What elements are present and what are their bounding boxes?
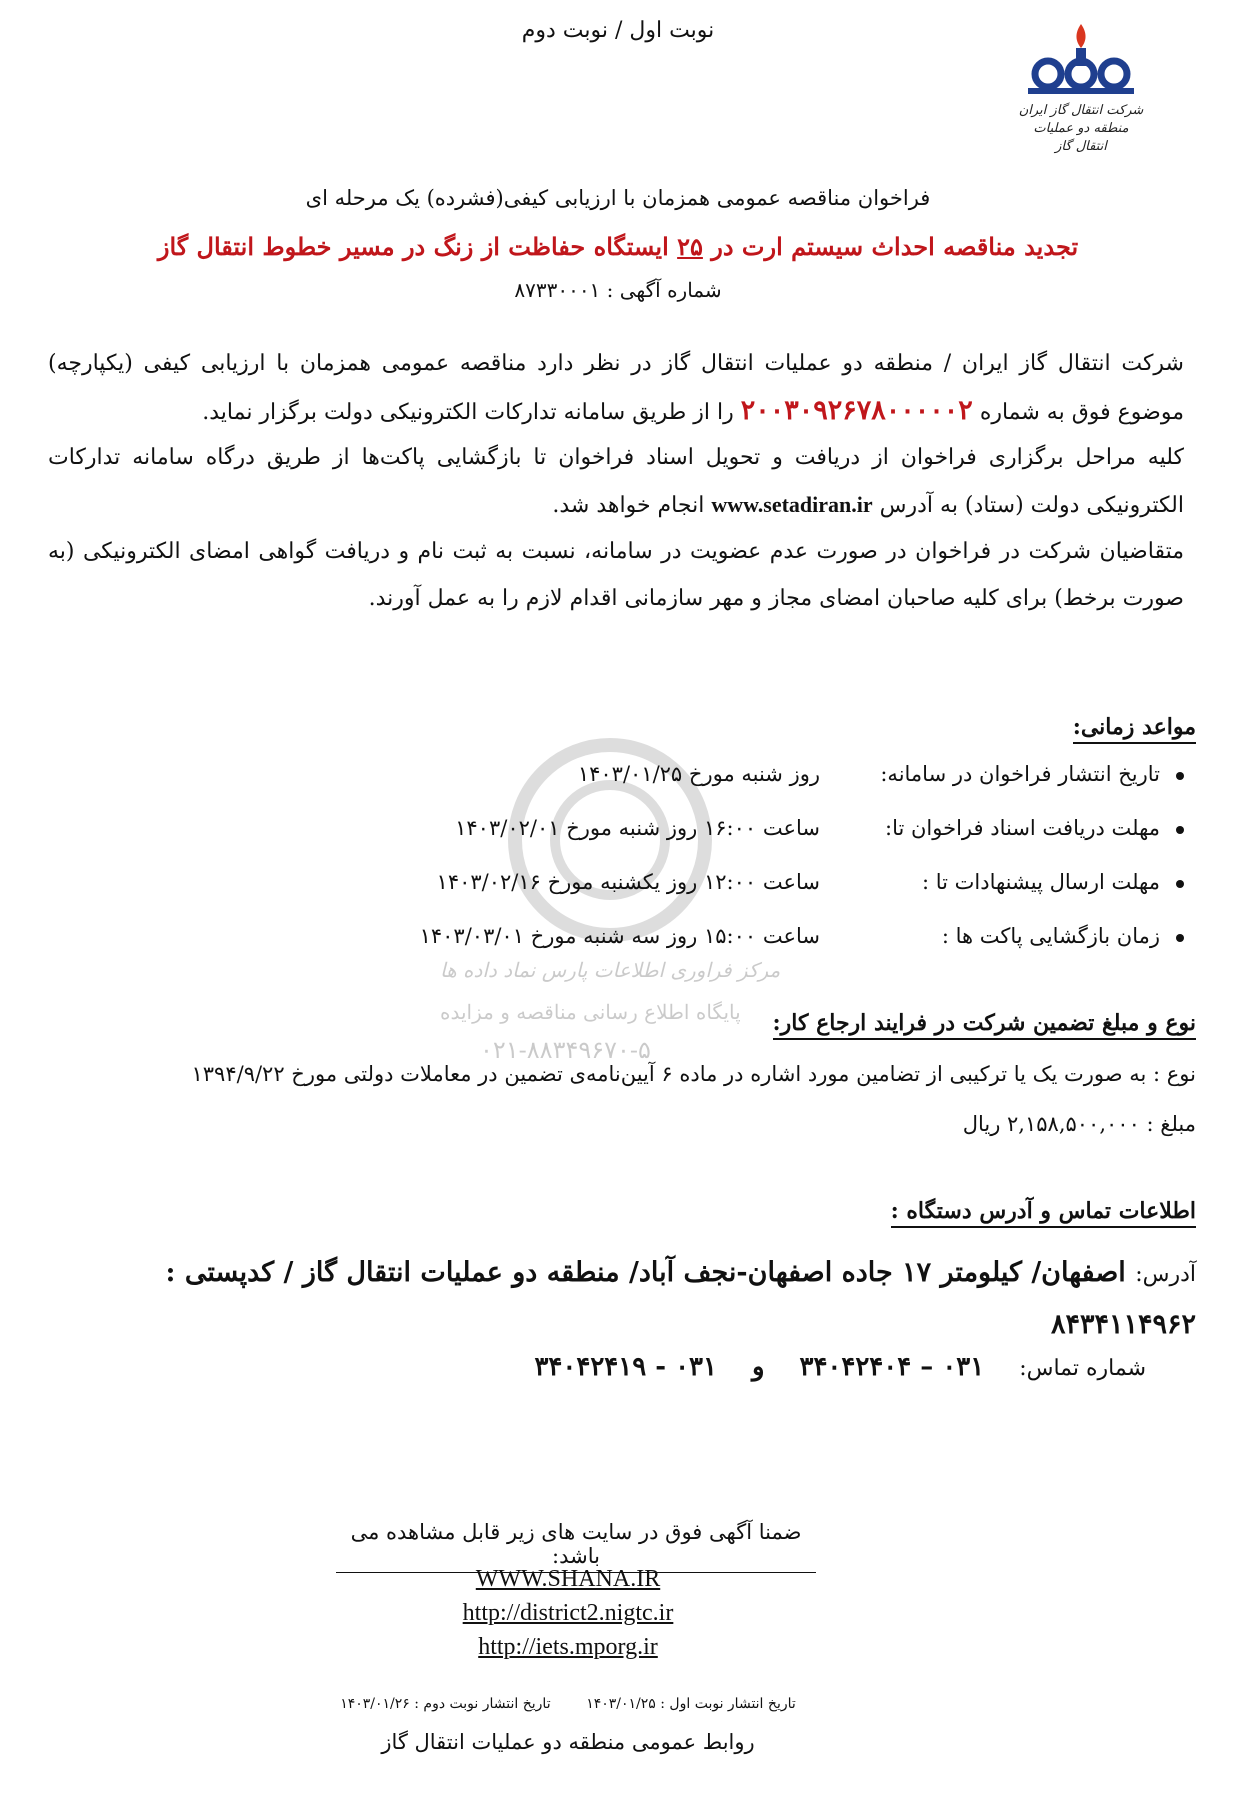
address	[36, 1248, 1196, 1350]
tender-number: ۲۰۰۳۰۹۲۶۷۸۰۰۰۰۰۲	[740, 395, 973, 426]
bullet-icon	[1176, 772, 1184, 780]
paragraph-2-b: انجام خواهد شد.	[552, 493, 705, 518]
watermark-line-1: مرکز فراوری اطلاعات پارس نماد داده ها	[440, 958, 781, 982]
schedule-value: ساعت ۱۶:۰۰ روز شنبه مورخ ۱۴۰۳/۰۲/۰۱	[455, 816, 820, 840]
phones	[534, 1352, 1146, 1382]
schedule-item	[578, 762, 1184, 786]
guarantee-heading: نوع و مبلغ تضمین شرکت در فرایند ارجاع کار:	[773, 1010, 1196, 1040]
address-value: اصفهان/ کیلومتر ۱۷ جاده اصفهان-نجف آباد/ منطقه دو عملیات انتقال گاز / کدپستی : ۸۴۳۴۱۱۴۹۶۲	[165, 1257, 1196, 1340]
watermark-line-3: ۰۲۱-۸۸۳۴۹۶۷۰-۵	[480, 1036, 651, 1064]
notice-subtitle: فراخوان مناقصه عمومی همزمان با ارزیابی کیفی(فشرده) یک مرحله ای	[305, 186, 931, 210]
title-number: ۲۵	[677, 232, 703, 261]
logo-caption-2: منطقه دو عملیات انتقال گاز	[1033, 121, 1129, 154]
schedule-label: تاریخ انتشار فراخوان در سامانه:	[880, 762, 1160, 786]
schedule-item	[420, 924, 1184, 948]
schedule-label: زمان بازگشایی پاکت ها :	[941, 924, 1160, 948]
schedule-label: مهلت دریافت اسناد فراخوان تا:	[885, 816, 1160, 840]
phone-join: و	[751, 1352, 765, 1382]
publish-dates	[0, 1696, 1136, 1712]
paragraph-1-a: شرکت انتقال گاز ایران / منطقه دو عملیات انتقال گاز در نظر دارد مناقصه عمومی همزمان با ارزیابی کیفی (یکپارچه) موضوع فوق به شماره	[48, 351, 1184, 425]
setad-link[interactable]: www.setadiran.ir	[711, 492, 873, 517]
publish-second: تاریخ انتشار نوبت دوم : ۱۴۰۳/۰۱/۲۶	[340, 1696, 551, 1712]
link-nigtc[interactable]: http://district2.nigtc.ir	[462, 1600, 674, 1626]
link-mporg[interactable]: http://iets.mporg.ir	[478, 1634, 658, 1660]
footer-public-relations: روابط عمومی منطقه دو عملیات انتقال گاز	[381, 1730, 755, 1754]
bullet-icon	[1176, 934, 1184, 942]
schedule-item	[455, 816, 1184, 840]
bullet-icon	[1176, 826, 1184, 834]
guarantee-amount: مبلغ : ۲,۱۵۸,۵۰۰,۰۰۰ ریال	[962, 1112, 1196, 1136]
title-pre: تجدید مناقصه احداث سیستم ارت در	[711, 232, 1079, 261]
paragraph-1-b: را از طریق سامانه تدارکات الکترونیکی دولت برگزار نماید.	[202, 400, 734, 425]
paragraph-2-a: کلیه مراحل برگزاری فراخوان از دریافت و تحویل اسناد فراخوان تا بازگشایی پاکت‌ها از طریق درگاه سامانه تدارکات الکترونیکی دولت (ستاد) به آدرس	[48, 445, 1184, 518]
link-shana[interactable]: WWW.SHANA.IR	[475, 1566, 661, 1592]
paragraph-2	[48, 434, 1184, 529]
watermark-line-2: پایگاه اطلاع رسانی مناقصه و مزایده	[440, 1000, 741, 1024]
paragraph-3: متقاضیان شرکت در فراخوان در صورت عدم عضویت در سامانه، نسبت به ثبت نام و دریافت گواهی امضای الکترونیکی (به صورت برخط) برای کلیه صاحبان امضای مجاز و مهر سازمانی اقدام لازم را به عمل آورند.	[48, 539, 1184, 611]
schedule-heading: مواعد زمانی:	[1073, 714, 1196, 744]
logo-caption-1: شرکت انتقال گاز ایران	[1018, 103, 1144, 118]
sites-heading: ضمنا آگهی فوق در سایت های زیر قابل مشاهده می باشد:	[336, 1520, 816, 1573]
paragraph-1	[48, 340, 1184, 436]
schedule-value: ساعت ۱۵:۰۰ روز سه شنبه مورخ ۱۴۰۳/۰۳/۰۱	[419, 924, 820, 948]
address-label: آدرس:	[1135, 1262, 1196, 1287]
publish-first: تاریخ انتشار نوبت اول : ۱۴۰۳/۰۱/۲۵	[586, 1696, 796, 1712]
phone-1: ۰۳۱ – ۳۴۰۴۲۴۰۴	[799, 1352, 985, 1382]
schedule-item	[437, 870, 1184, 894]
phone-2: ۰۳۱ - ۳۴۰۴۲۴۱۹	[534, 1352, 717, 1382]
schedule-label: مهلت ارسال پیشنهادات تا :	[921, 870, 1160, 894]
bullet-icon	[1176, 880, 1184, 888]
notice-title	[0, 232, 1236, 261]
guarantee-type: نوع : به صورت یک یا ترکیبی از تضامین مورد اشاره در ماده ۶ آیین‌نامه‌ی تضمین در معاملات دولتی مورخ ۱۳۹۴/۹/۲۲	[191, 1062, 1196, 1086]
contact-heading: اطلاعات تماس و آدرس دستگاه :	[891, 1198, 1196, 1228]
schedule-value: روز شنبه مورخ ۱۴۰۳/۰۱/۲۵	[577, 762, 820, 786]
title-post: ایستگاه حفاظت از زنگ در مسیر خطوط انتقال گاز	[157, 232, 669, 261]
round-note: نوبت اول / نوبت دوم	[521, 18, 715, 43]
schedule-value: ساعت ۱۲:۰۰ روز یکشنبه مورخ ۱۴۰۳/۰۲/۱۶	[436, 870, 820, 894]
phone-label: شماره تماس:	[1019, 1356, 1146, 1381]
notice-number: شماره آگهی : ۸۷۳۳۰۰۰۱	[514, 278, 722, 302]
